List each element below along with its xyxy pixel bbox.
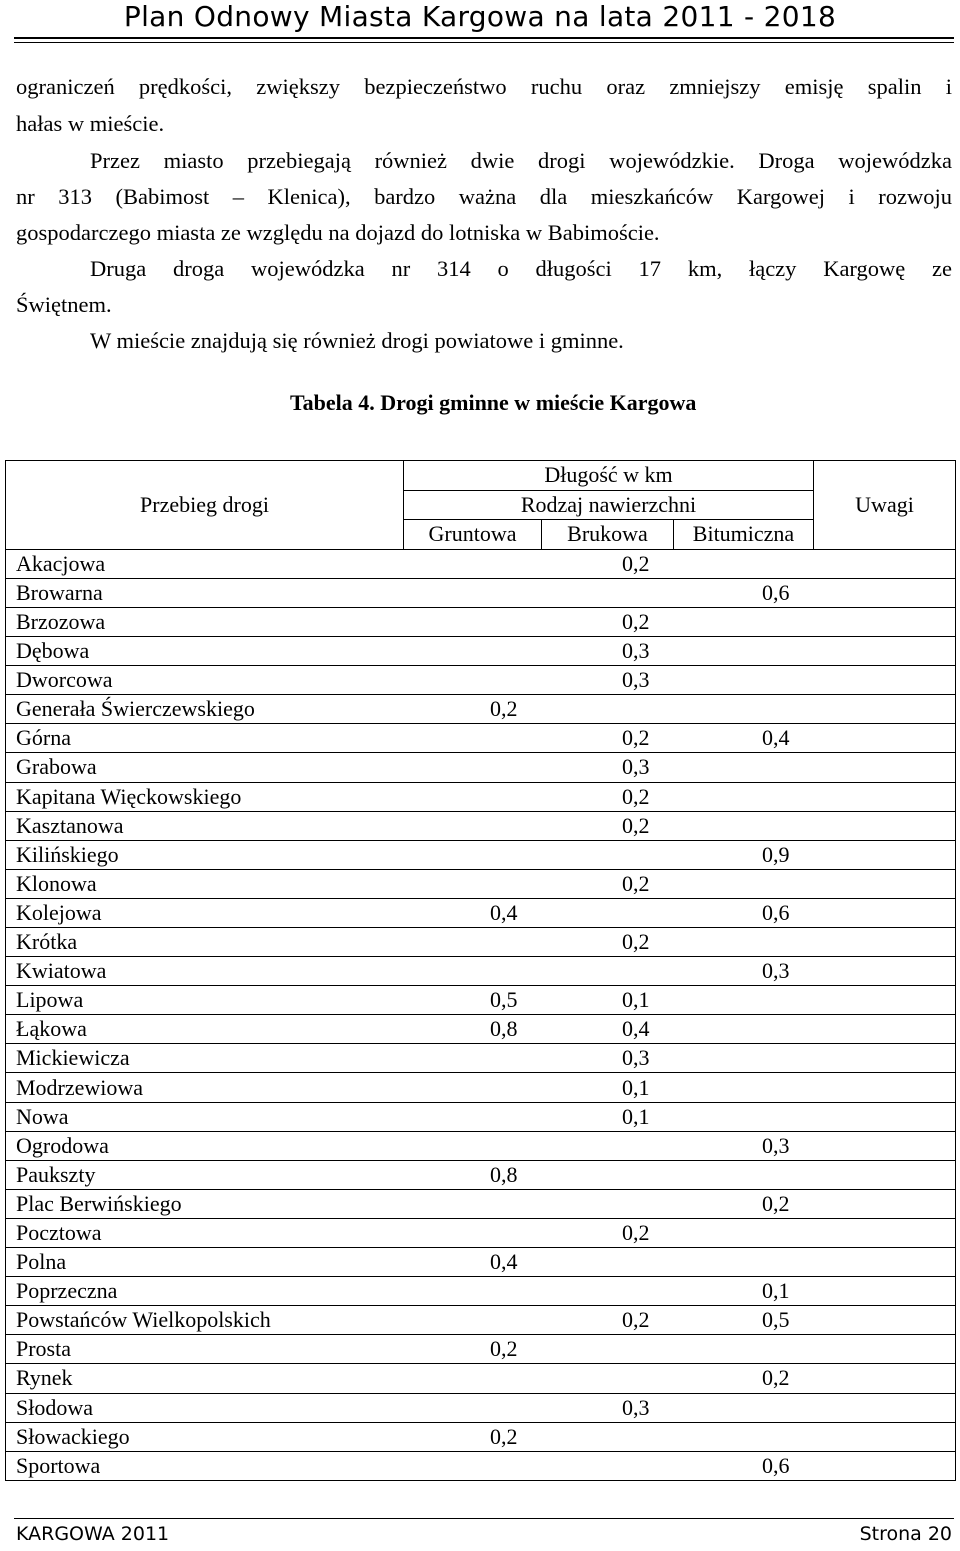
table-row bbox=[6, 1131, 956, 1160]
bitumiczna-value bbox=[674, 1218, 814, 1247]
bitumiczna-value bbox=[674, 1015, 814, 1044]
table-row bbox=[6, 1044, 956, 1073]
brukowa-value: 0,1 bbox=[542, 1073, 674, 1102]
uwagi-value bbox=[814, 1306, 956, 1335]
table-row bbox=[6, 1102, 956, 1131]
gruntowa-value bbox=[404, 928, 542, 957]
road-name: Klonowa bbox=[6, 869, 404, 898]
uwagi-value bbox=[814, 607, 956, 636]
bitumiczna-value bbox=[674, 1073, 814, 1102]
gruntowa-value bbox=[404, 1189, 542, 1218]
uwagi-value bbox=[814, 1451, 956, 1480]
road-name: Poprzeczna bbox=[6, 1277, 404, 1306]
gruntowa-value bbox=[404, 753, 542, 782]
header-bitumiczna: Bitumiczna bbox=[674, 520, 814, 550]
gruntowa-value bbox=[404, 1102, 542, 1131]
bitumiczna-value bbox=[674, 1393, 814, 1422]
table-row bbox=[6, 1160, 956, 1189]
brukowa-value bbox=[542, 1451, 674, 1480]
road-name: Słowackiego bbox=[6, 1422, 404, 1451]
bitumiczna-value: 0,3 bbox=[674, 957, 814, 986]
gruntowa-value bbox=[404, 1073, 542, 1102]
footer-page-number: Strona 20 bbox=[859, 1523, 952, 1545]
gruntowa-value: 0,4 bbox=[404, 898, 542, 927]
table-row bbox=[6, 1306, 956, 1335]
brukowa-value bbox=[542, 898, 674, 927]
uwagi-value bbox=[814, 1160, 956, 1189]
road-name: Plac Berwińskiego bbox=[6, 1189, 404, 1218]
bitumiczna-value: 0,6 bbox=[674, 898, 814, 927]
gruntowa-value bbox=[404, 724, 542, 753]
road-name: Modrzewiowa bbox=[6, 1073, 404, 1102]
uwagi-value bbox=[814, 811, 956, 840]
table-caption: Tabela 4. Drogi gminne w mieście Kargowa bbox=[290, 390, 697, 415]
bitumiczna-value bbox=[674, 637, 814, 666]
road-name: Paukszty bbox=[6, 1160, 404, 1189]
bitumiczna-value bbox=[674, 928, 814, 957]
table-row bbox=[6, 1015, 956, 1044]
table-row bbox=[6, 1364, 956, 1393]
road-name: Rynek bbox=[6, 1364, 404, 1393]
uwagi-value bbox=[814, 637, 956, 666]
bitumiczna-value bbox=[674, 1422, 814, 1451]
brukowa-value: 0,3 bbox=[542, 1044, 674, 1073]
brukowa-value bbox=[542, 578, 674, 607]
table-row bbox=[6, 1073, 956, 1102]
road-name: Kolejowa bbox=[6, 898, 404, 927]
road-name: Powstańców Wielkopolskich bbox=[6, 1306, 404, 1335]
road-name: Grabowa bbox=[6, 753, 404, 782]
body-line: Przez miasto przebiegają również dwie drogi wojewódzkie. Droga wojewódzka bbox=[90, 148, 952, 173]
brukowa-value bbox=[542, 1364, 674, 1393]
gruntowa-value bbox=[404, 1218, 542, 1247]
bitumiczna-value bbox=[674, 1044, 814, 1073]
page-header-title: Plan Odnowy Miasta Kargowa na lata 2011 - 2018 bbox=[123, 0, 837, 33]
body-line: hałas w mieście. bbox=[16, 111, 165, 136]
brukowa-value bbox=[542, 1160, 674, 1189]
uwagi-value bbox=[814, 1044, 956, 1073]
gruntowa-value bbox=[404, 782, 542, 811]
brukowa-value: 0,1 bbox=[542, 1102, 674, 1131]
road-name: Browarna bbox=[6, 578, 404, 607]
header-gruntowa: Gruntowa bbox=[404, 520, 542, 550]
road-name: Słodowa bbox=[6, 1393, 404, 1422]
bitumiczna-value: 0,6 bbox=[674, 578, 814, 607]
gruntowa-value: 0,2 bbox=[404, 695, 542, 724]
gruntowa-value bbox=[404, 607, 542, 636]
header-uwagi: Uwagi bbox=[814, 461, 956, 550]
header-brukowa: Brukowa bbox=[542, 520, 674, 550]
brukowa-value: 0,2 bbox=[542, 607, 674, 636]
uwagi-value bbox=[814, 753, 956, 782]
bitumiczna-value bbox=[674, 1160, 814, 1189]
bitumiczna-value bbox=[674, 986, 814, 1015]
brukowa-value bbox=[542, 1189, 674, 1218]
uwagi-value bbox=[814, 986, 956, 1015]
uwagi-value bbox=[814, 1073, 956, 1102]
gruntowa-value bbox=[404, 549, 542, 578]
uwagi-value bbox=[814, 957, 956, 986]
road-name: Generała Świerczewskiego bbox=[6, 695, 404, 724]
uwagi-value bbox=[814, 695, 956, 724]
brukowa-value: 0,2 bbox=[542, 724, 674, 753]
table-row bbox=[6, 840, 956, 869]
road-name: Sportowa bbox=[6, 1451, 404, 1480]
bitumiczna-value bbox=[674, 753, 814, 782]
body-line: W mieście znajdują się również drogi powiatowe i gminne. bbox=[90, 328, 624, 353]
brukowa-value: 0,2 bbox=[542, 1306, 674, 1335]
header-rule-thin bbox=[14, 42, 954, 43]
road-name: Dębowa bbox=[6, 637, 404, 666]
table-row bbox=[6, 898, 956, 927]
table-row bbox=[6, 666, 956, 695]
gruntowa-value: 0,4 bbox=[404, 1248, 542, 1277]
road-name: Kasztanowa bbox=[6, 811, 404, 840]
roads-table bbox=[5, 460, 956, 1481]
bitumiczna-value: 0,4 bbox=[674, 724, 814, 753]
brukowa-value bbox=[542, 957, 674, 986]
uwagi-value bbox=[814, 1364, 956, 1393]
table-row bbox=[6, 928, 956, 957]
road-name: Górna bbox=[6, 724, 404, 753]
road-name: Kilińskiego bbox=[6, 840, 404, 869]
table-row bbox=[6, 753, 956, 782]
brukowa-value bbox=[542, 695, 674, 724]
uwagi-value bbox=[814, 1277, 956, 1306]
gruntowa-value: 0,5 bbox=[404, 986, 542, 1015]
gruntowa-value: 0,8 bbox=[404, 1015, 542, 1044]
gruntowa-value bbox=[404, 637, 542, 666]
uwagi-value bbox=[814, 840, 956, 869]
brukowa-value: 0,2 bbox=[542, 869, 674, 898]
body-line: Świętnem. bbox=[16, 292, 112, 317]
uwagi-value bbox=[814, 549, 956, 578]
uwagi-value bbox=[814, 1248, 956, 1277]
table-row bbox=[6, 1422, 956, 1451]
bitumiczna-value bbox=[674, 607, 814, 636]
gruntowa-value bbox=[404, 1044, 542, 1073]
gruntowa-value bbox=[404, 840, 542, 869]
uwagi-value bbox=[814, 666, 956, 695]
table-row bbox=[6, 869, 956, 898]
road-name: Akacjowa bbox=[6, 549, 404, 578]
gruntowa-value bbox=[404, 1306, 542, 1335]
gruntowa-value bbox=[404, 957, 542, 986]
uwagi-value bbox=[814, 869, 956, 898]
uwagi-value bbox=[814, 724, 956, 753]
bitumiczna-value: 0,1 bbox=[674, 1277, 814, 1306]
brukowa-value: 0,3 bbox=[542, 1393, 674, 1422]
brukowa-value bbox=[542, 1248, 674, 1277]
table-row bbox=[6, 724, 956, 753]
brukowa-value: 0,2 bbox=[542, 928, 674, 957]
bitumiczna-value bbox=[674, 811, 814, 840]
uwagi-value bbox=[814, 1218, 956, 1247]
table-row bbox=[6, 549, 956, 578]
uwagi-value bbox=[814, 1393, 956, 1422]
table-row bbox=[6, 637, 956, 666]
uwagi-value bbox=[814, 578, 956, 607]
bitumiczna-value bbox=[674, 1248, 814, 1277]
gruntowa-value bbox=[404, 1451, 542, 1480]
uwagi-value bbox=[814, 1015, 956, 1044]
bitumiczna-value bbox=[674, 695, 814, 724]
table-row bbox=[6, 1335, 956, 1364]
road-name: Pocztowa bbox=[6, 1218, 404, 1247]
brukowa-value bbox=[542, 1277, 674, 1306]
gruntowa-value: 0,2 bbox=[404, 1422, 542, 1451]
uwagi-value bbox=[814, 782, 956, 811]
road-name: Kwiatowa bbox=[6, 957, 404, 986]
road-name: Kapitana Więckowskiego bbox=[6, 782, 404, 811]
brukowa-value bbox=[542, 1422, 674, 1451]
bitumiczna-value: 0,9 bbox=[674, 840, 814, 869]
footer-rule bbox=[14, 1518, 954, 1519]
brukowa-value bbox=[542, 1335, 674, 1364]
bitumiczna-value bbox=[674, 869, 814, 898]
brukowa-value: 0,4 bbox=[542, 1015, 674, 1044]
bitumiczna-value bbox=[674, 1102, 814, 1131]
uwagi-value bbox=[814, 1422, 956, 1451]
road-name: Nowa bbox=[6, 1102, 404, 1131]
uwagi-value bbox=[814, 1189, 956, 1218]
gruntowa-value: 0,8 bbox=[404, 1160, 542, 1189]
bitumiczna-value: 0,5 bbox=[674, 1306, 814, 1335]
brukowa-value: 0,2 bbox=[542, 811, 674, 840]
gruntowa-value bbox=[404, 578, 542, 607]
road-name: Łąkowa bbox=[6, 1015, 404, 1044]
header-przebieg: Przebieg drogi bbox=[6, 461, 404, 550]
uwagi-value bbox=[814, 898, 956, 927]
brukowa-value: 0,1 bbox=[542, 986, 674, 1015]
header-rodzaj: Rodzaj nawierzchni bbox=[404, 490, 814, 520]
table-row bbox=[6, 1218, 956, 1247]
body-line: nr 313 (Babimost – Klenica), bardzo ważna dla mieszkańców Kargowej i rozwoju bbox=[16, 184, 952, 209]
uwagi-value bbox=[814, 928, 956, 957]
table-row bbox=[6, 957, 956, 986]
body-line: Druga droga wojewódzka nr 314 o długości 17 km, łączy Kargowę ze bbox=[90, 256, 952, 281]
brukowa-value: 0,3 bbox=[542, 753, 674, 782]
gruntowa-value: 0,2 bbox=[404, 1335, 542, 1364]
brukowa-value bbox=[542, 1131, 674, 1160]
gruntowa-value bbox=[404, 1277, 542, 1306]
bitumiczna-value: 0,6 bbox=[674, 1451, 814, 1480]
brukowa-value: 0,2 bbox=[542, 549, 674, 578]
gruntowa-value bbox=[404, 1393, 542, 1422]
road-name: Brzozowa bbox=[6, 607, 404, 636]
table-row bbox=[6, 811, 956, 840]
table-row bbox=[6, 1451, 956, 1480]
gruntowa-value bbox=[404, 869, 542, 898]
road-name: Krótka bbox=[6, 928, 404, 957]
brukowa-value: 0,3 bbox=[542, 637, 674, 666]
table-row bbox=[6, 782, 956, 811]
gruntowa-value bbox=[404, 811, 542, 840]
header-dlugosc: Długość w km bbox=[404, 461, 814, 491]
bitumiczna-value: 0,2 bbox=[674, 1364, 814, 1393]
gruntowa-value bbox=[404, 1364, 542, 1393]
table-row bbox=[6, 607, 956, 636]
footer-left: KARGOWA 2011 bbox=[16, 1523, 170, 1545]
uwagi-value bbox=[814, 1131, 956, 1160]
bitumiczna-value bbox=[674, 1335, 814, 1364]
table-row bbox=[6, 578, 956, 607]
table-row bbox=[6, 1277, 956, 1306]
table-row bbox=[6, 695, 956, 724]
body-line: ograniczeń prędkości, zwiększy bezpieczeństwo ruchu oraz zmniejszy emisję spalin i bbox=[16, 74, 952, 99]
gruntowa-value bbox=[404, 666, 542, 695]
table-row bbox=[6, 1393, 956, 1422]
brukowa-value: 0,3 bbox=[542, 666, 674, 695]
gruntowa-value bbox=[404, 1131, 542, 1160]
header-rule bbox=[14, 37, 954, 39]
table-row bbox=[6, 1189, 956, 1218]
road-name: Ogrodowa bbox=[6, 1131, 404, 1160]
body-line: gospodarczego miasta ze względu na dojazd do lotniska w Babimoście. bbox=[16, 220, 660, 245]
table-header-row bbox=[6, 461, 956, 491]
brukowa-value bbox=[542, 840, 674, 869]
road-name: Lipowa bbox=[6, 986, 404, 1015]
bitumiczna-value: 0,3 bbox=[674, 1131, 814, 1160]
bitumiczna-value bbox=[674, 549, 814, 578]
road-name: Prosta bbox=[6, 1335, 404, 1364]
uwagi-value bbox=[814, 1102, 956, 1131]
brukowa-value: 0,2 bbox=[542, 782, 674, 811]
table-row bbox=[6, 1248, 956, 1277]
bitumiczna-value bbox=[674, 666, 814, 695]
road-name: Dworcowa bbox=[6, 666, 404, 695]
road-name: Polna bbox=[6, 1248, 404, 1277]
road-name: Mickiewicza bbox=[6, 1044, 404, 1073]
table-row bbox=[6, 986, 956, 1015]
bitumiczna-value bbox=[674, 782, 814, 811]
bitumiczna-value: 0,2 bbox=[674, 1189, 814, 1218]
brukowa-value: 0,2 bbox=[542, 1218, 674, 1247]
uwagi-value bbox=[814, 1335, 956, 1364]
